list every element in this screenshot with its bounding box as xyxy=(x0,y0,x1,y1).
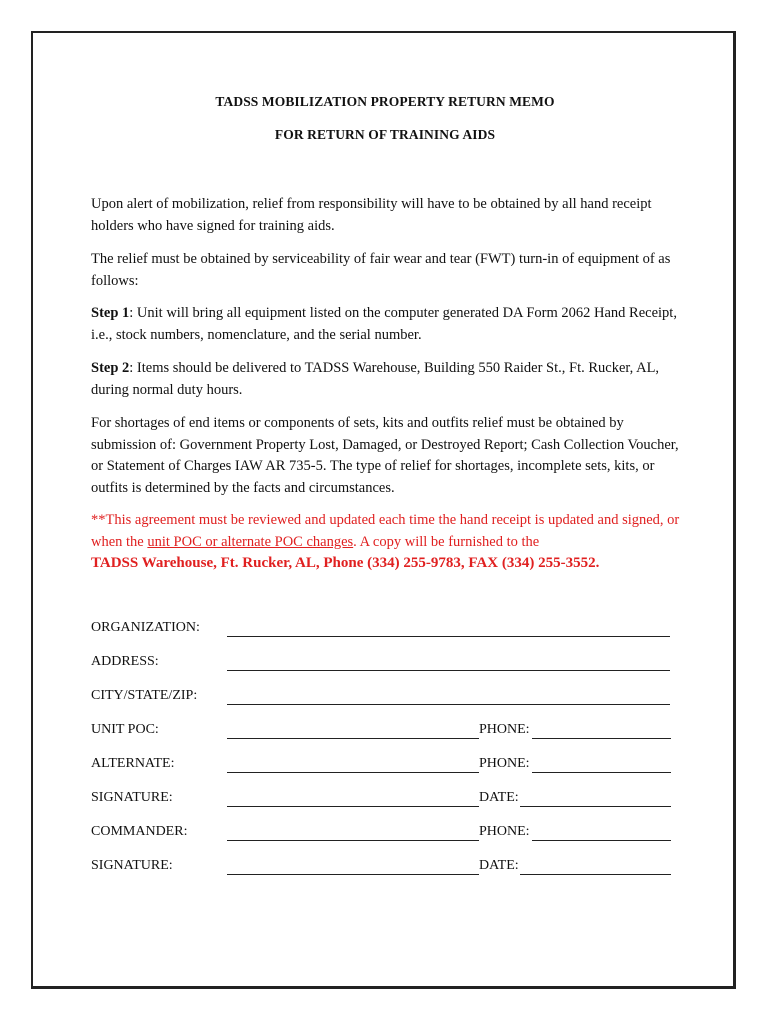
organization-label: ORGANIZATION: xyxy=(91,620,200,635)
paragraph-notice xyxy=(91,510,691,575)
paragraph-step-2 xyxy=(91,358,691,401)
step-1-label: Step 1 xyxy=(91,305,130,321)
commander-label: COMMANDER: xyxy=(91,824,188,839)
signature-2-field[interactable] xyxy=(227,874,479,875)
address-label: ADDRESS: xyxy=(91,654,159,669)
signature-1-label: SIGNATURE: xyxy=(91,790,173,805)
commander-phone-field[interactable] xyxy=(532,840,671,841)
address-field[interactable] xyxy=(227,670,670,671)
organization-field[interactable] xyxy=(227,636,670,637)
alternate-label: ALTERNATE: xyxy=(91,756,175,771)
paragraph-step-1 xyxy=(91,303,691,346)
notice-underlined: unit POC or alternate POC changes xyxy=(147,533,354,550)
signature-2-row xyxy=(91,858,691,878)
notice-prefix: **This agreement must be reviewed and updated each time the hand receipt is updated and signed, or when the xyxy=(91,512,680,550)
unit-poc-phone-field[interactable] xyxy=(532,738,671,739)
alternate-phone-label: PHONE: xyxy=(479,756,530,771)
notice-contact: TADSS Warehouse, Ft. Rucker, AL, Phone (334) 255-9783, FAX (334) 255-3552. xyxy=(91,555,600,571)
signature-2-date-field[interactable] xyxy=(520,874,671,875)
step-1-text: : Unit will bring all equipment listed on the computer generated DA Form 2062 Hand Receipt, i.e., stock numbers, nomenclature, and the serial number. xyxy=(91,305,677,343)
step-2-label: Step 2 xyxy=(91,360,130,376)
organization-row xyxy=(91,620,691,640)
step-2-text: : Items should be delivered to TADSS Warehouse, Building 550 Raider St., Ft. Rucker, AL, during normal duty hours. xyxy=(91,360,660,398)
signature-2-label: SIGNATURE: xyxy=(91,858,173,873)
unit-poc-phone-label: PHONE: xyxy=(479,722,530,737)
address-row xyxy=(91,654,691,674)
unit-poc-field[interactable] xyxy=(227,738,479,739)
signature-1-row xyxy=(91,790,691,810)
commander-field[interactable] xyxy=(227,840,479,841)
city-state-zip-label: CITY/STATE/ZIP: xyxy=(91,688,198,703)
paragraph-alert: Upon alert of mobilization, relief from responsibility will have to be obtained by all hand receipt holders who have signed for training aids. xyxy=(91,196,652,234)
signature-1-date-label: DATE: xyxy=(479,790,519,805)
city-state-zip-row xyxy=(91,688,691,708)
alternate-phone-field[interactable] xyxy=(532,772,671,773)
signature-2-date-label: DATE: xyxy=(479,858,519,873)
city-state-zip-field[interactable] xyxy=(227,704,670,705)
signature-1-date-field[interactable] xyxy=(520,806,671,807)
paragraph-relief: The relief must be obtained by serviceability of fair wear and tear (FWT) turn-in of equipment of as follows: xyxy=(91,251,671,289)
memo-subtitle: FOR RETURN OF TRAINING AIDS xyxy=(274,127,496,142)
unit-poc-row xyxy=(91,722,691,742)
commander-phone-label: PHONE: xyxy=(479,824,530,839)
alternate-row xyxy=(91,756,691,776)
signature-1-field[interactable] xyxy=(227,806,479,807)
memo-title: TADSS MOBILIZATION PROPERTY RETURN MEMO xyxy=(215,94,555,109)
alternate-field[interactable] xyxy=(227,772,479,773)
unit-poc-label: UNIT POC: xyxy=(91,722,159,737)
commander-row xyxy=(91,824,691,844)
paragraph-shortages: For shortages of end items or components of sets, kits and outfits relief must be obtained by submission of: Government Property Lost, Damaged, or Destroyed Report; Cash Collection Voucher, or Statement of Charges IAW AR 735-5. The type of relief for shortages, incomplete sets, kits, or outfits is determined by the facts and circumstances. xyxy=(91,415,679,496)
notice-suffix: . A copy will be furnished to the xyxy=(353,533,540,550)
